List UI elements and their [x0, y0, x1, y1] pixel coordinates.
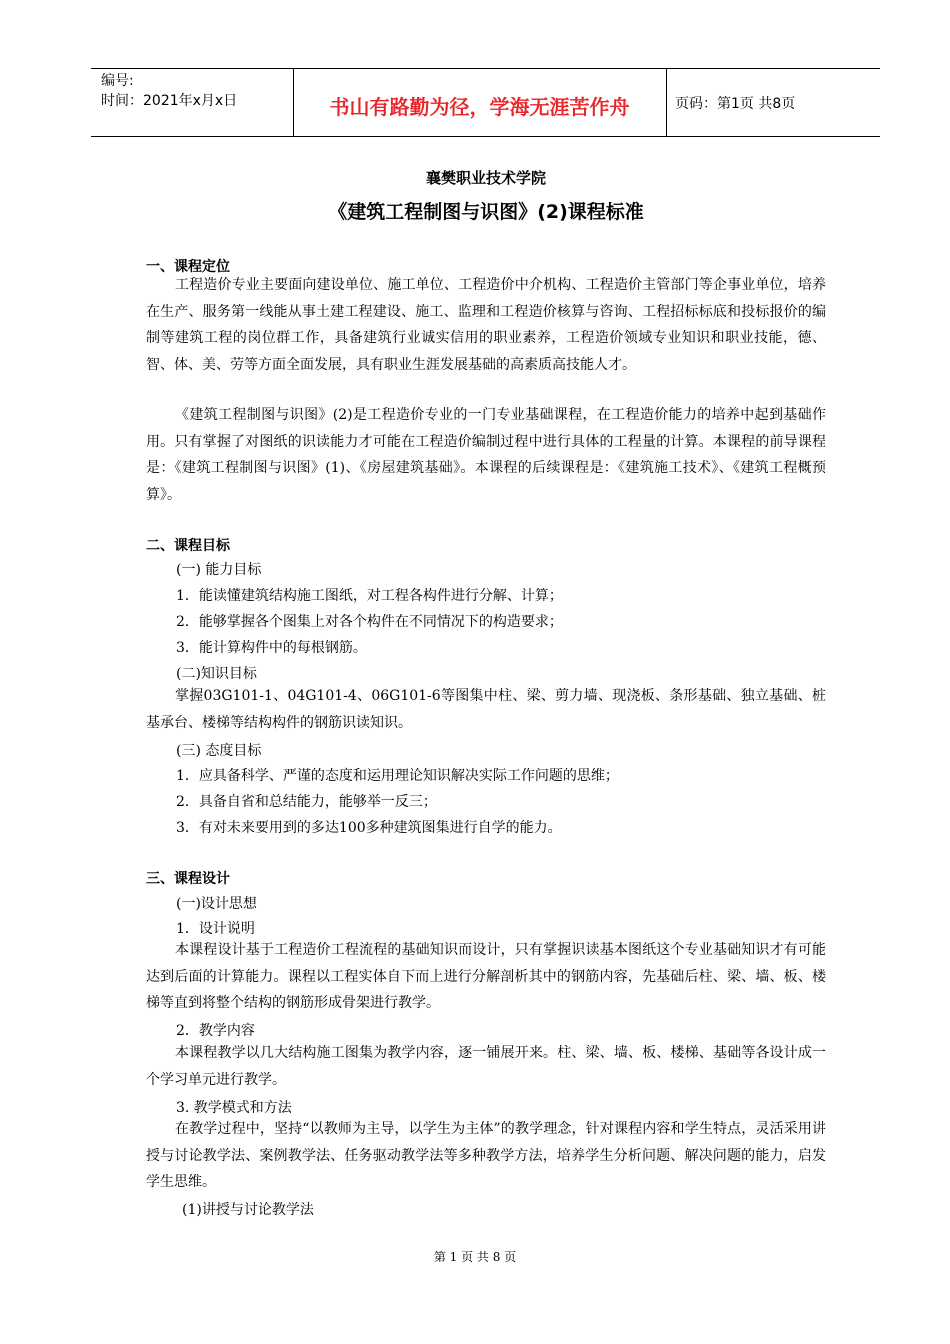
- section-heading: 二、课程目标: [146, 538, 230, 554]
- document-number-label: 编号:: [101, 73, 134, 89]
- subheading: (1)讲授与讨论教学法: [182, 1202, 314, 1218]
- paragraph: 工程造价专业主要面向建设单位、施工单位、工程造价中介机构、工程造价主管部门等企事业单位，培养在生产、服务第一线能从事土建工程建设、施工、监理和工程造价核算与咨询、工程招标标底和投标报价的编制等建筑工程的岗位群工作，具备建筑行业诚实信用的职业素养，工程造价领域专业知识和职业技能，德、智、体、美、劳等方面全面发展，具有职业生涯发展基础的高素质高技能人才。: [146, 277, 826, 373]
- list-item: 1．能读懂建筑结构施工图纸，对工程各构件进行分解、计算；: [176, 588, 563, 604]
- document-body: [146, 0, 826, 1344]
- subheading: 1．设计说明: [176, 921, 255, 937]
- section-heading: 三、课程设计: [146, 871, 230, 887]
- paragraph: 本课程教学以几大结构施工图集为教学内容，逐一铺展开来。柱、梁、墙、板、楼梯、基础等各设计成一个学习单元进行教学。: [146, 1045, 826, 1088]
- list-item: 2．具备自省和总结能力，能够举一反三；: [176, 794, 437, 810]
- section-heading: 一、课程定位: [146, 259, 230, 275]
- header-page-number: 页码：第1页 共8页: [675, 96, 796, 112]
- list-item: 3．能计算构件中的每根钢筋。: [176, 640, 367, 656]
- subheading: (三) 态度目标: [176, 743, 262, 759]
- school-name: 襄樊职业技术学院: [425, 169, 546, 187]
- paragraph: 《建筑工程制图与识图》(2)是工程造价专业的一门专业基础课程，在工程造价能力的培养中起到基础作用。只有掌握了对图纸的识读能力才可能在工程造价编制过程中进行具体的工程量的计算。本课程的前导课程是：《建筑工程制图与识图》(1)、《房屋建筑基础》。本课程的后续课程是：《建筑施工技术》、《建筑工程概预算》。: [146, 407, 826, 503]
- header-motto: 书山有路勤为径，学海无涯苦作舟: [329, 95, 630, 119]
- document-time-label: 时间：2021年x月x日: [101, 93, 238, 109]
- list-item: 2．能够掌握各个图集上对各个构件在不同情况下的构造要求；: [176, 614, 563, 630]
- subheading: (一)设计思想: [176, 896, 257, 912]
- paragraph: 掌握03G101-1、04G101-4、06G101-6等图集中柱、梁、剪力墙、现浇板、条形基础、独立基础、桩基承台、楼梯等结构构件的钢筋识读知识。: [146, 688, 826, 731]
- paragraph: 本课程设计基于工程造价工程流程的基础知识而设计，只有掌握识读基本图纸这个专业基础知识才有可能达到后面的计算能力。课程以工程实体自下而上进行分解剖析其中的钢筋内容，先基础后柱、梁、墙、板、楼梯等直到将整个结构的钢筋形成骨架进行教学。: [146, 942, 826, 1011]
- subheading: 3. 教学模式和方法: [176, 1100, 292, 1116]
- list-item: 1．应具备科学、严谨的态度和运用理论知识解决实际工作问题的思维；: [176, 768, 619, 784]
- page-footer: 第 1 页 共 8 页: [433, 1250, 517, 1264]
- paragraph: 在教学过程中，坚持“以教师为主导，以学生为主体”的教学理念，针对课程内容和学生特点，灵活采用讲授与讨论教学法、案例教学法、任务驱动教学法等多种教学方法，培养学生分析问题、解决问题的能力，启发学生思维。: [146, 1121, 826, 1190]
- subheading: 2．教学内容: [176, 1023, 255, 1039]
- subheading: (二)知识目标: [176, 666, 257, 682]
- subheading: (一) 能力目标: [176, 562, 262, 578]
- list-item: 3．有对未来要用到的多达100多种建筑图集进行自学的能力。: [176, 820, 562, 836]
- document-title: 《建筑工程制图与识图》(2)课程标准: [328, 201, 644, 223]
